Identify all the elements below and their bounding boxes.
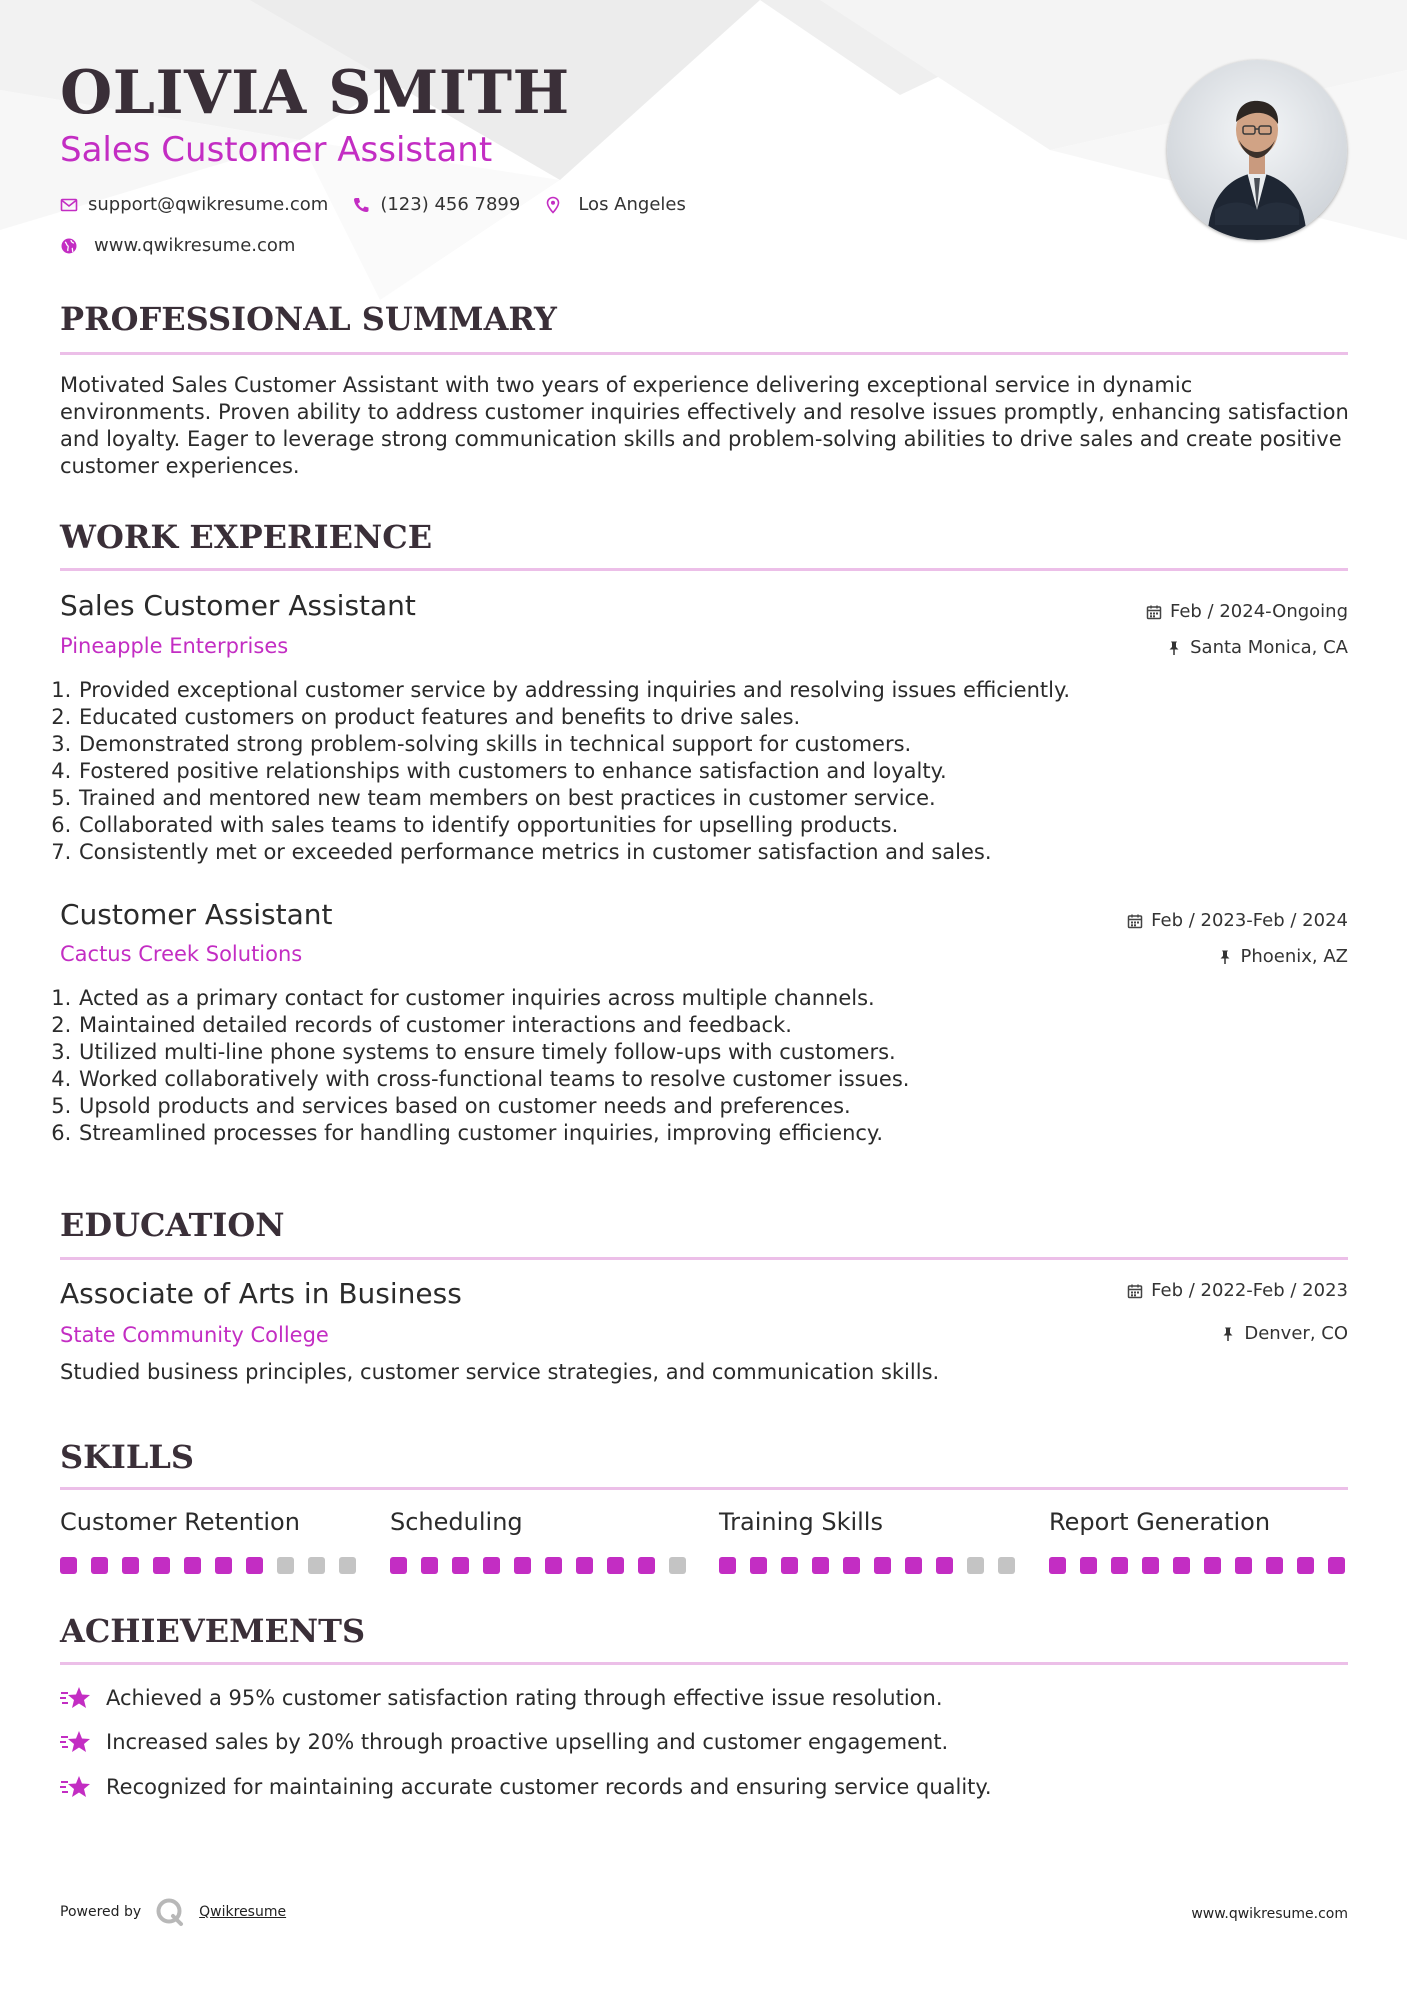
skills-divider [60, 1487, 1348, 1490]
skill-item [1049, 1508, 1349, 1574]
skill-item [60, 1508, 360, 1574]
qwikresume-link[interactable]: Qwikresume [199, 1904, 287, 1920]
list-item: 3. Demonstrated strong problem-solving skills in technical support for customers. [78, 731, 1378, 758]
skill-dot-filled [514, 1557, 531, 1574]
phone-text[interactable]: (123) 456 7899 [380, 194, 521, 215]
job-title: Sales Customer Assistant [60, 589, 416, 622]
skill-dot-filled [750, 1557, 767, 1574]
skill-dot-empty [669, 1557, 686, 1574]
skill-dot-filled [122, 1557, 139, 1574]
skill-dot-filled [576, 1557, 593, 1574]
skill-dot-empty [967, 1557, 984, 1574]
skill-dot-filled [719, 1557, 736, 1574]
skill-dot-filled [390, 1557, 407, 1574]
skill-dot-filled [905, 1557, 922, 1574]
job-dates-text: Feb / 2024-Ongoing [1169, 601, 1348, 622]
job-responsibilities [52, 677, 1378, 866]
website-text[interactable]: www.qwikresume.com [94, 235, 296, 256]
skill-dot-filled [812, 1557, 829, 1574]
skill-dot-filled [60, 1557, 77, 1574]
skill-dot-empty [998, 1557, 1015, 1574]
pushpin-icon [1166, 640, 1182, 656]
achievements-heading: ACHIEVEMENTS [60, 1612, 366, 1650]
skill-dot-empty [277, 1557, 294, 1574]
experience-divider [60, 568, 1348, 571]
job-dates [1127, 910, 1348, 931]
education-location-text: Denver, CO [1244, 1323, 1348, 1344]
job-title: Customer Assistant [60, 898, 333, 931]
skill-rating [60, 1557, 360, 1574]
education-description: Studied business principles, customer service strategies, and communication skills. [60, 1360, 940, 1384]
list-item: 3. Utilized multi-line phone systems to ensure timely follow-ups with customers. [78, 1039, 1378, 1066]
job-dates-text: Feb / 2023-Feb / 2024 [1151, 910, 1348, 931]
list-item: 1. Acted as a primary contact for customer inquiries across multiple channels. [78, 985, 1378, 1012]
education-dates [1127, 1280, 1348, 1301]
email-text[interactable]: support@qwikresume.com [88, 194, 329, 215]
skill-dot-empty [308, 1557, 325, 1574]
job-location [1217, 946, 1349, 967]
skill-dot-filled [545, 1557, 562, 1574]
footer-branding [60, 1897, 286, 1927]
pushpin-icon [1217, 949, 1233, 965]
skill-dot-filled [874, 1557, 891, 1574]
achievement-item [60, 1729, 948, 1755]
contact-row-2 [60, 235, 295, 256]
achievement-item [60, 1685, 943, 1711]
skill-dot-filled [91, 1557, 108, 1574]
achievement-text: Recognized for maintaining accurate customer records and ensuring service quality. [106, 1775, 992, 1799]
phone-icon [352, 196, 370, 214]
education-location [1220, 1323, 1348, 1344]
job-location [1166, 637, 1348, 658]
list-item: 4. Worked collaboratively with cross-functional teams to resolve customer issues. [78, 1066, 1378, 1093]
skill-dot-filled [1266, 1557, 1283, 1574]
footer-website[interactable]: www.qwikresume.com [1191, 1906, 1348, 1922]
skill-item [390, 1508, 690, 1574]
skill-item [719, 1508, 1019, 1574]
summary-text: Motivated Sales Customer Assistant with two years of experience delivering exceptional service in dynamic environments. Proven ability to address customer inquiries effectively and resolve issues promptly, enhancing satisfaction and loyalty. Eager to leverage strong communication skills and problem-solving abilities to drive sales and create positive customer experiences. [60, 373, 1349, 478]
skill-dot-filled [452, 1557, 469, 1574]
skill-dot-filled [781, 1557, 798, 1574]
calendar-icon [1127, 913, 1143, 929]
skills-heading: SKILLS [60, 1438, 194, 1476]
job-company: Cactus Creek Solutions [60, 942, 303, 966]
calendar-icon [1127, 1283, 1143, 1299]
skill-dot-filled [1173, 1557, 1190, 1574]
skill-rating [719, 1557, 1019, 1574]
list-item: 5. Trained and mentored new team members on best practices in customer service. [78, 785, 1378, 812]
candidate-name: OLIVIA SMITH [60, 58, 570, 128]
experience-heading: WORK EXPERIENCE [60, 518, 433, 556]
list-item: 4. Fostered positive relationships with customers to enhance satisfaction and loyalty. [78, 758, 1378, 785]
skill-dot-filled [1204, 1557, 1221, 1574]
globe-icon [60, 237, 78, 255]
skill-dot-filled [483, 1557, 500, 1574]
skill-dot-filled [843, 1557, 860, 1574]
skill-name: Customer Retention [60, 1508, 300, 1536]
list-item: 2. Educated customers on product features and benefits to drive sales. [78, 704, 1378, 731]
skill-dot-filled [607, 1557, 624, 1574]
summary-heading: PROFESSIONAL SUMMARY [60, 300, 557, 338]
job-responsibilities [52, 985, 1378, 1147]
achievement-text: Increased sales by 20% through proactive upselling and customer engagement. [106, 1730, 949, 1754]
job-location-text: Phoenix, AZ [1240, 946, 1348, 967]
skill-name: Training Skills [719, 1508, 883, 1536]
list-item: 2. Maintained detailed records of customer interactions and feedback. [78, 1012, 1378, 1039]
calendar-icon [1146, 604, 1162, 620]
skill-dot-filled [1235, 1557, 1252, 1574]
achievements-divider [60, 1662, 1348, 1665]
envelope-icon [60, 196, 78, 214]
skill-dot-filled [246, 1557, 263, 1574]
summary-divider [60, 352, 1348, 355]
skill-dot-filled [936, 1557, 953, 1574]
job-dates [1146, 601, 1348, 622]
skill-dot-filled [215, 1557, 232, 1574]
list-item: 6. Streamlined processes for handling customer inquiries, improving efficiency. [78, 1120, 1378, 1147]
skill-dot-filled [1080, 1557, 1097, 1574]
skill-name: Report Generation [1049, 1508, 1271, 1536]
location-text: Los Angeles [578, 194, 686, 215]
star-icon [60, 1685, 92, 1711]
contact-row-1 [60, 194, 686, 215]
achievement-item [60, 1774, 992, 1800]
star-icon [60, 1774, 92, 1800]
list-item: 5. Upsold products and services based on customer needs and preferences. [78, 1093, 1378, 1120]
skill-dot-empty [339, 1557, 356, 1574]
list-item: 7. Consistently met or exceeded performance metrics in customer satisfaction and sales. [78, 839, 1378, 866]
education-divider [60, 1257, 1348, 1260]
list-item: 1. Provided exceptional customer service by addressing inquiries and resolving issues efficiently. [78, 677, 1378, 704]
skill-dot-filled [1049, 1557, 1066, 1574]
powered-by-label: Powered by [60, 1904, 142, 1920]
school-name: State Community College [60, 1323, 329, 1347]
degree-title: Associate of Arts in Business [60, 1277, 462, 1310]
skill-dot-filled [421, 1557, 438, 1574]
skill-dot-filled [1328, 1557, 1345, 1574]
profile-photo [1167, 60, 1347, 240]
star-icon [60, 1729, 92, 1755]
job-location-text: Santa Monica, CA [1190, 637, 1348, 658]
skill-dot-filled [1142, 1557, 1159, 1574]
list-item: 6. Collaborated with sales teams to identify opportunities for upselling products. [78, 812, 1378, 839]
skill-dot-filled [184, 1557, 201, 1574]
skill-dot-filled [638, 1557, 655, 1574]
map-pin-icon [544, 196, 562, 214]
qwikresume-logo [155, 1897, 185, 1927]
skill-rating [390, 1557, 690, 1574]
skill-dot-filled [153, 1557, 170, 1574]
skill-dot-filled [1297, 1557, 1314, 1574]
pushpin-icon [1220, 1326, 1236, 1342]
skill-name: Scheduling [390, 1508, 523, 1536]
candidate-role: Sales Customer Assistant [60, 130, 493, 170]
job-company: Pineapple Enterprises [60, 634, 289, 658]
skill-dot-filled [1111, 1557, 1128, 1574]
achievement-text: Achieved a 95% customer satisfaction rating through effective issue resolution. [106, 1686, 943, 1710]
education-heading: EDUCATION [60, 1206, 285, 1244]
skill-rating [1049, 1557, 1349, 1574]
education-dates-text: Feb / 2022-Feb / 2023 [1151, 1280, 1348, 1301]
